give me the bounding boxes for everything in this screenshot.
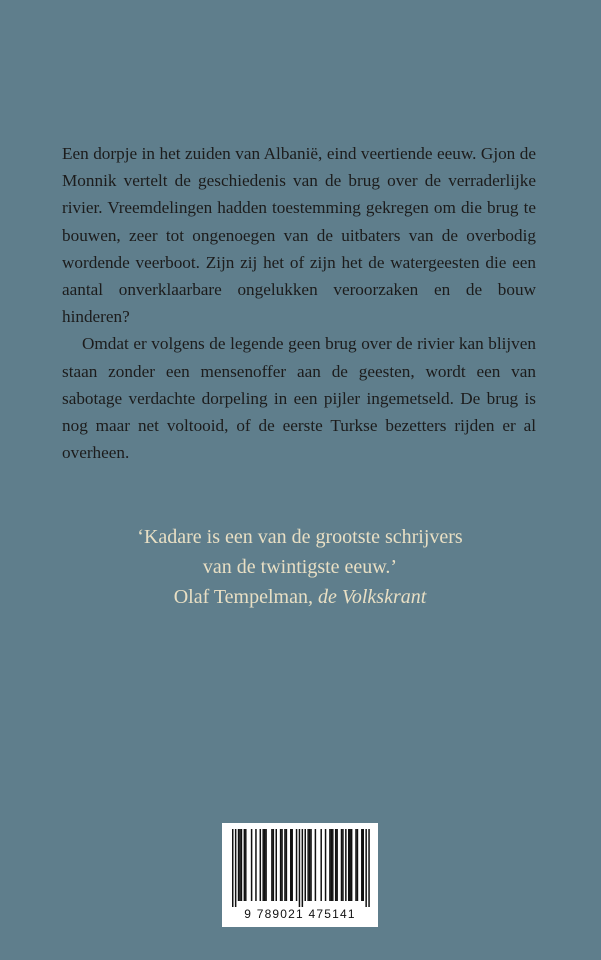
barcode-bar [255, 829, 257, 901]
isbn-barcode [222, 823, 378, 927]
quote-line-1: ‘Kadare is een van de grootste schrijvers [137, 526, 463, 548]
barcode-bar [363, 829, 365, 901]
barcode-bar [341, 829, 343, 901]
barcode-bar [241, 829, 243, 901]
barcode-bar [342, 829, 344, 901]
barcode-bar [299, 829, 301, 907]
barcode-bar [291, 829, 293, 901]
barcode-bar [265, 829, 267, 901]
barcode-bar [264, 829, 266, 901]
barcode-bar [251, 829, 253, 901]
review-quote [40, 522, 560, 612]
barcode-bar [307, 829, 309, 901]
barcode-bar [273, 829, 275, 901]
quote-attribution [40, 582, 560, 612]
barcode-bar [331, 829, 333, 901]
barcode-bar [238, 829, 240, 901]
barcode-bar [284, 829, 286, 901]
barcode-bar [296, 829, 298, 901]
barcode-bar [357, 829, 359, 901]
blurb-paragraph-1: Een dorpje in het zuiden van Albanië, eind veertiende eeuw. Gjon de Monnik vertelt de geschiedenis van de brug over de verraderlijke rivier. Vreemdelingen hadden toestemming gekregen om die brug te bouwen, zeer tot ongenoegen van de uitbaters van de overbodig wordende veerboot. Zijn zij het of zijn het de watergeesten die een aantal onverklaarbare ongelukken veroorzaken en de bouw hinderen? [62, 144, 536, 327]
barcode-bar [335, 829, 337, 901]
barcode-bar [290, 829, 292, 901]
barcode-bar [262, 829, 264, 901]
isbn-number: 9 789021 475141 [244, 907, 356, 921]
barcode-bar [260, 829, 262, 901]
barcode-bar [351, 829, 353, 901]
barcode-bar [332, 829, 334, 901]
barcode-bar [281, 829, 283, 901]
barcode-bar [349, 829, 351, 901]
blurb-paragraph-2: Omdat er volgens de legende geen brug over de rivier kan blijven staan zonder een mensenoffer aan de geesten, wordt een van sabotage verdachte dorpeling in een pijler ingemetseld. De brug is nog maar net voltooid, of de eerste Turkse bezetters rijden er al overheen. [62, 334, 536, 463]
barcode-bar [336, 829, 338, 901]
barcode-bar [239, 829, 241, 901]
barcode-bar [235, 829, 237, 907]
barcode-bar [365, 829, 367, 907]
barcode-bar [325, 829, 327, 901]
barcode-bar [271, 829, 273, 901]
barcode-bar [345, 829, 347, 901]
barcode-bar [232, 829, 234, 907]
barcode-bar [329, 829, 331, 901]
barcode-bar [355, 829, 357, 901]
barcode-bar [305, 829, 307, 901]
barcode-bar [309, 829, 311, 901]
barcode-bar [280, 829, 282, 901]
quote-author: Olaf Tempelman, [173, 586, 313, 608]
quote-line-2: van de twintigste eeuw.’ [202, 556, 398, 578]
barcode-bar [245, 829, 247, 901]
barcode-bar [361, 829, 363, 901]
barcode-bar [286, 829, 288, 901]
barcode-bar [276, 829, 278, 901]
quote-source: de Volkskrant [317, 586, 427, 608]
barcode-bar [310, 829, 312, 901]
barcode-bar [315, 829, 317, 901]
barcode-bar [244, 829, 246, 901]
barcode-bar [348, 829, 350, 901]
barcode-bar [320, 829, 322, 901]
barcode-bar [302, 829, 304, 907]
blurb-text [62, 140, 536, 466]
barcode-bar [368, 829, 370, 907]
